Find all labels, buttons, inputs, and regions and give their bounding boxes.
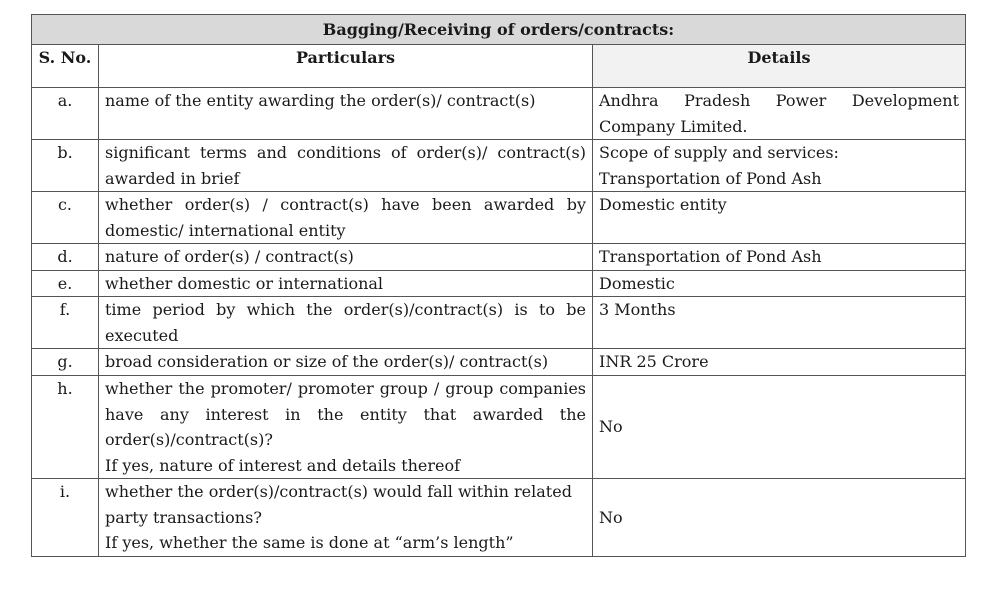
particulars-line: If yes, nature of interest and details thereof bbox=[105, 455, 461, 475]
disclosure-table bbox=[31, 14, 966, 557]
table-row bbox=[32, 349, 966, 376]
row-sno: a. bbox=[32, 88, 99, 140]
row-particulars: whether order(s) / contract(s) have been awarded by domestic/ international entity bbox=[99, 192, 593, 244]
row-particulars: significant terms and conditions of order(s)/ contract(s) awarded in brief bbox=[99, 140, 593, 192]
row-particulars bbox=[99, 479, 593, 557]
row-particulars: nature of order(s) / contract(s) bbox=[99, 244, 593, 271]
row-details: No bbox=[593, 479, 966, 557]
details-line: Scope of supply and services: bbox=[599, 143, 839, 162]
row-sno: b. bbox=[32, 140, 99, 192]
particulars-line: whether the promoter/ promoter group / group companies have any interest in the entity that awarded the order(s)/contract(s)? bbox=[105, 379, 586, 449]
row-particulars: time period by which the order(s)/contract(s) is to be executed bbox=[99, 297, 593, 349]
table-row bbox=[32, 270, 966, 297]
row-details bbox=[593, 88, 966, 140]
table-row bbox=[32, 88, 966, 140]
particulars-line: whether the order(s)/contract(s) would fall within related party transactions? bbox=[105, 482, 572, 527]
header-row bbox=[32, 45, 966, 88]
row-sno: c. bbox=[32, 192, 99, 244]
row-details: 3 Months bbox=[593, 297, 966, 349]
details-line: Company Limited. bbox=[599, 116, 748, 136]
header-particulars: Particulars bbox=[99, 45, 593, 88]
row-particulars: name of the entity awarding the order(s)/ contract(s) bbox=[99, 88, 593, 140]
table-title: Bagging/Receiving of orders/contracts: bbox=[32, 15, 966, 45]
row-sno: g. bbox=[32, 349, 99, 376]
row-details bbox=[593, 140, 966, 192]
title-row bbox=[32, 15, 966, 45]
details-line: Andhra Pradesh Power Development bbox=[599, 91, 959, 110]
row-details: No bbox=[593, 376, 966, 479]
row-sno: d. bbox=[32, 244, 99, 271]
table-row bbox=[32, 479, 966, 557]
row-particulars: whether domestic or international bbox=[99, 270, 593, 297]
row-sno: e. bbox=[32, 270, 99, 297]
header-details: Details bbox=[593, 45, 966, 88]
row-particulars: broad consideration or size of the order(s)/ contract(s) bbox=[99, 349, 593, 376]
details-line: Transportation of Pond Ash bbox=[599, 168, 822, 188]
table-row bbox=[32, 376, 966, 479]
row-particulars bbox=[99, 376, 593, 479]
table-row bbox=[32, 140, 966, 192]
row-sno: h. bbox=[32, 376, 99, 479]
row-sno: i. bbox=[32, 479, 99, 557]
row-details: Domestic entity bbox=[593, 192, 966, 244]
table-row bbox=[32, 244, 966, 271]
header-sno: S. No. bbox=[32, 45, 99, 88]
row-details: Transportation of Pond Ash bbox=[593, 244, 966, 271]
particulars-line: If yes, whether the same is done at “arm’s length” bbox=[105, 533, 514, 552]
table-row bbox=[32, 297, 966, 349]
row-details: INR 25 Crore bbox=[593, 349, 966, 376]
row-sno: f. bbox=[32, 297, 99, 349]
table-row bbox=[32, 192, 966, 244]
row-details: Domestic bbox=[593, 270, 966, 297]
